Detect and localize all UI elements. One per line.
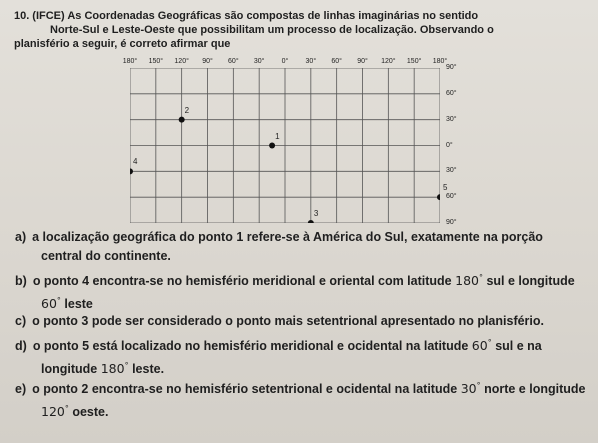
point-label: 2 [184,105,190,115]
latitude-label: 90° [446,219,457,226]
planisphere-grid [122,58,470,226]
longitude-label: 30° [305,58,317,65]
option-b[interactable]: b) o ponto 4 encontra-se no hemisfério meridional e oriental com latitude 180° sul e longitude 60° leste [15,273,575,312]
point-label: 4 [133,157,138,167]
map-point [308,220,314,223]
point-label: 3 [313,209,319,218]
point-label: 1 [275,131,280,141]
longitude-label: 0° [281,58,289,65]
question-text [14,9,586,51]
latitude-label: 30° [446,115,457,123]
longitude-label: 120° [174,58,189,65]
question-line-3: planisfério a seguir, é correto afirmar que [14,38,231,50]
longitude-label: 90° [357,58,368,65]
option-c[interactable]: c) o ponto 3 pode ser considerado o ponto mais setentrional apresentado no planisfério. [15,314,545,328]
question-line-2: Norte-Sul e Leste-Oeste que possibilitam um processo de localização. Observando o [50,24,494,36]
longitude-label: 120° [381,58,396,65]
option-d[interactable]: d) o ponto 5 está localizado no hemisfério meridional e ocidental na latitude 60° sul e na longitude 180° leste. [15,338,542,377]
longitude-label: 150° [148,58,164,65]
map-point [437,194,440,200]
longitude-label: 90° [202,58,213,65]
latitude-label: 60° [446,193,457,201]
map-point [130,168,133,174]
option-e[interactable]: e) o ponto 2 encontra-se no hemisfério setentrional e ocidental na latitude 30° norte e longitude 120° oeste. [15,381,586,420]
longitude-label: 60° [228,58,239,65]
grid-svg [130,68,440,223]
latitude-label: 60° [446,89,457,97]
question-number: 10. [14,10,30,22]
question-line-1: 10. (IFCE) As Coordenadas Geográficas são compostas de linhas imaginárias no sentido [14,10,479,22]
option-a[interactable]: a) a localização geográfica do ponto 1 refere-se à América do Sul, exatamente na porção central do continente. [15,230,543,263]
point-label: 5 [443,183,448,193]
longitude-label: 180° [122,58,138,65]
latitude-label: 90° [446,64,457,71]
longitude-label: 180° [432,58,448,65]
longitude-label: 60° [331,58,342,65]
map-point [179,117,185,123]
longitude-label: 150° [406,58,422,65]
latitude-label: 30° [446,167,457,175]
latitude-label: 0° [446,141,453,149]
map-point [269,143,275,149]
longitude-label: 30° [253,58,265,65]
